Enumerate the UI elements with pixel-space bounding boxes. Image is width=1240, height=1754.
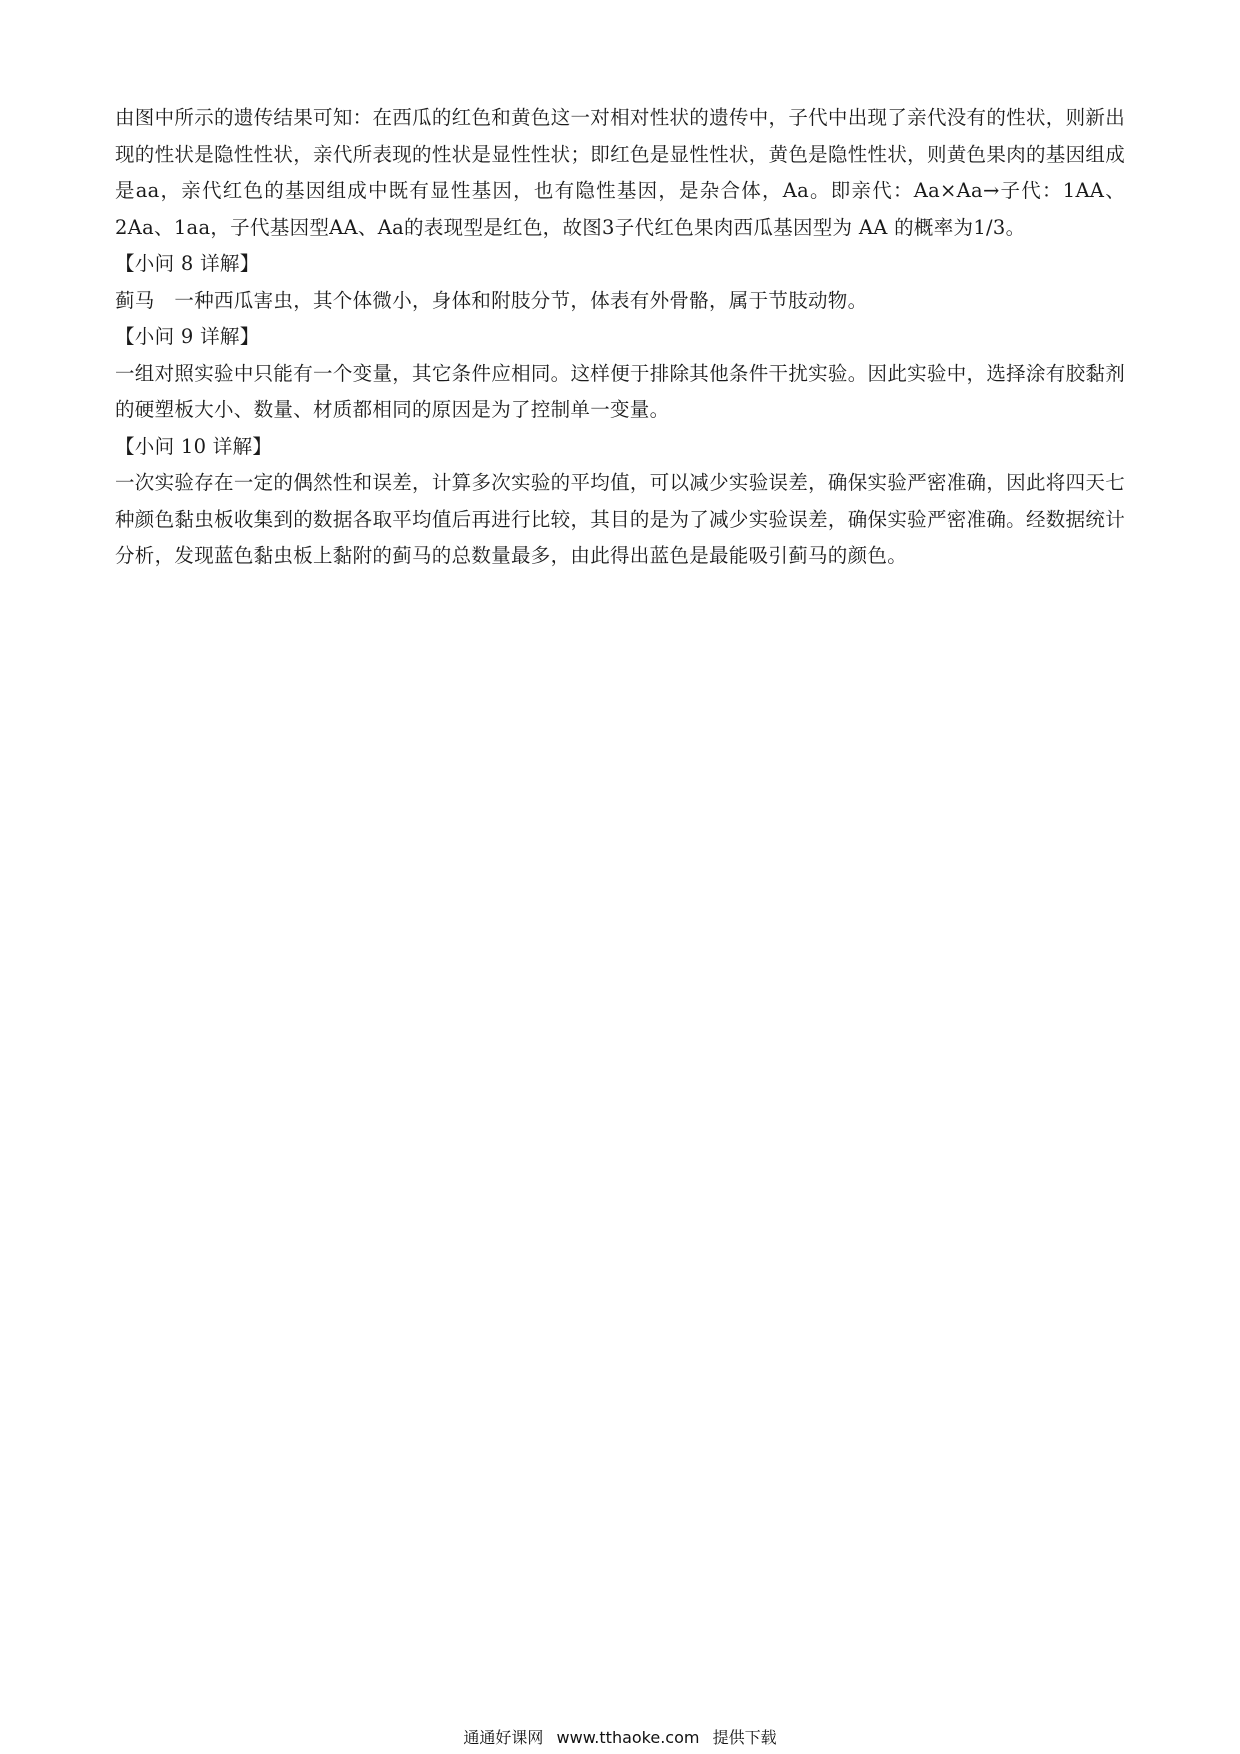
footer-site-name: 通通好课网 xyxy=(463,1728,544,1747)
paragraph-genetics: 由图中所示的遗传结果可知：在西瓜的红色和黄色这一对相对性状的遗传中，子代中出现了亲代没有的性状，则新出现的性状是隐性性状，亲代所表现的性状是显性性状；即红色是显性性状，黄色是隐性性状，则黄色果肉的基因组成是aa，亲代红色的基因组成中既有显性基因，也有隐性基因，是杂合体，Aa。即亲代：Aa×Aa→子代：1AA、2Aa、1aa，子代基因型AA、Aa的表现型是红色，故图3子代红色果肉西瓜基因型为 AA 的概率为1/3。 xyxy=(115,106,1125,239)
heading-question-10: 【小问 10 详解】 xyxy=(115,434,273,458)
heading-question-8: 【小问 8 详解】 xyxy=(115,252,260,275)
document-page xyxy=(115,100,1125,575)
footer-url[interactable]: www.tthaoke.com xyxy=(556,1728,700,1747)
paragraph-question-10: 一次实验存在一定的偶然性和误差，计算多次实验的平均值，可以减少实验误差，确保实验严密准确，因此将四天七种颜色黏虫板收集到的数据各取平均值后再进行比较，其目的是为了减少实验误差，确保实验严密准确。经数据统计分析，发现蓝色黏虫板上黏附的蓟马的总数量最多，由此得出蓝色是最能吸引蓟马的颜色。 xyxy=(115,471,1125,567)
footer-suffix: 提供下载 xyxy=(712,1728,777,1747)
paragraph-question-8: 蓟马 一种西瓜害虫，其个体微小，身体和附肢分节，体表有外骨骼，属于节肢动物。 xyxy=(115,288,868,312)
heading-question-9: 【小问 9 详解】 xyxy=(115,325,260,348)
page-footer xyxy=(0,1728,1240,1748)
paragraph-question-9: 一组对照实验中只能有一个变量，其它条件应相同。这样便于排除其他条件干扰实验。因此实验中，选择涂有胶黏剂的硬塑板大小、数量、材质都相同的原因是为了控制单一变量。 xyxy=(115,361,1125,421)
